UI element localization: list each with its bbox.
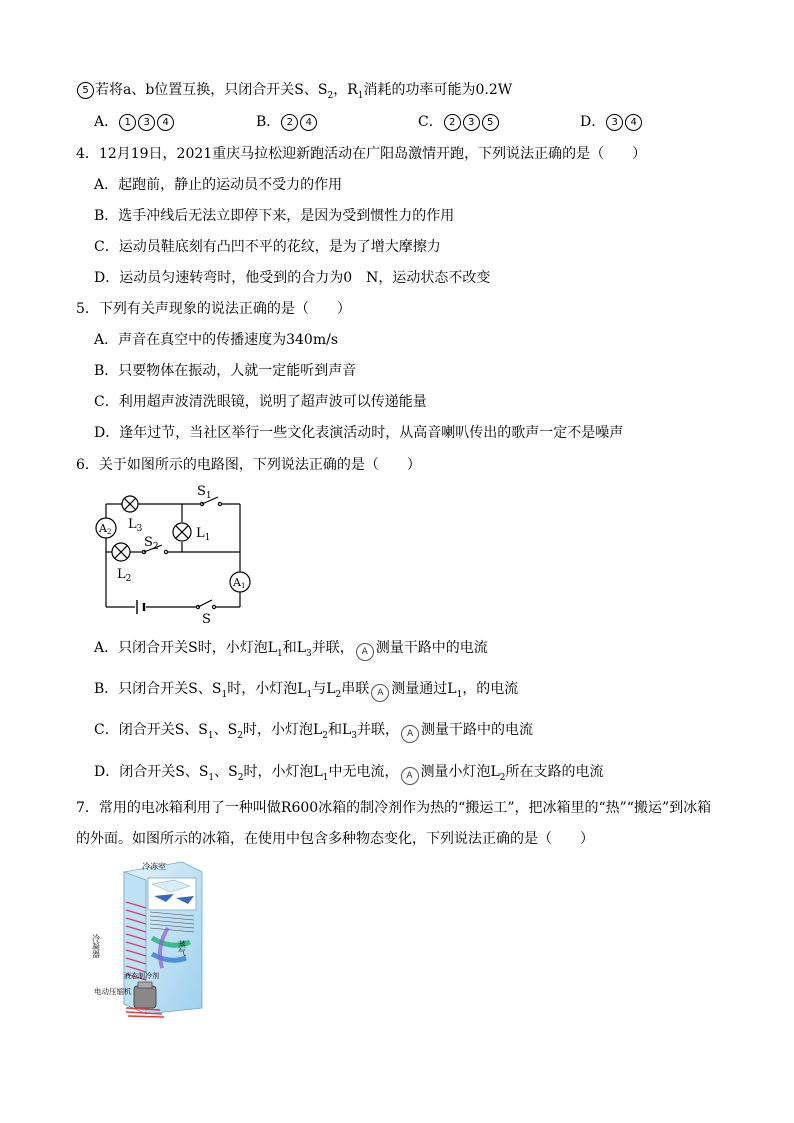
ammeter-icon: A <box>401 767 419 785</box>
q4-option-b[interactable]: B．选手冲线后无法立即停下来，是因为受到惯性力的作用 <box>94 208 455 224</box>
label-refrigerant: 液态制冷剂 <box>124 972 159 980</box>
q6-option-d[interactable]: D．闭合开关S、$S_1$、$S_2$时，小灯泡$L_1$中无电流， A 测量小灯泡$L_2$所在支路的电流 <box>94 762 604 788</box>
lamp-l1 <box>173 523 191 541</box>
label-l2: $L_2$ <box>117 567 132 584</box>
q5-option-c[interactable]: C．利用超声波清洗眼镜，说明了超声波可以传递能量 <box>94 394 427 410</box>
label-l1: $L_1$ <box>196 526 211 543</box>
q3-option-a[interactable]: A． 1 3 4 <box>94 112 175 132</box>
q4-option-a[interactable]: A．起跑前，静止的运动员不受力的作用 <box>94 177 343 193</box>
q5-option-b[interactable]: B．只要物体在振动，人就一定能听到声音 <box>94 363 357 379</box>
q6-option-a[interactable]: A．只闭合开关S时，小灯泡$L_1$和$L_3$并联， A 测量干路中的电流 <box>94 638 488 664</box>
q7-fridge-figure <box>90 858 240 1018</box>
q6-option-c[interactable]: C．闭合开关S、$S_1$、$S_2$时，小灯泡$L_2$和$L_3$并联， A 测量干路中的电流 <box>94 720 533 746</box>
ammeter-a1 <box>230 572 250 592</box>
q6-option-b[interactable]: B．只闭合开关S、$S_1$时，小灯泡$L_1$与$L_2$串联 A 测量通过$L_1$，的电流 <box>94 679 518 705</box>
q7-stem-line2: 的外面。如图所示的冰箱，在使用中包含多种物态变化，下列说法正确的是（ ） <box>76 831 594 847</box>
q5-stem: 5．下列有关声现象的说法正确的是（ ） <box>76 301 351 317</box>
switch-s <box>196 600 215 609</box>
q4-option-d[interactable]: D．运动员匀速转弯时，他受到的合力为0 N，运动状态不改变 <box>94 270 491 286</box>
label-s2: $S_2$ <box>144 535 159 552</box>
label-s: S <box>202 612 211 625</box>
q6-circuit-diagram <box>90 480 260 625</box>
circled-number: 5 <box>77 82 94 99</box>
label-condenser: 冷凝器 <box>91 934 101 958</box>
lamp-l2 <box>112 543 130 561</box>
ammeter-icon: A <box>356 643 374 661</box>
q5-option-a[interactable]: A．声音在真空中的传播速度为340m/s <box>94 332 339 348</box>
label-vapor: 蒸气 <box>177 940 187 956</box>
ammeter-icon: A <box>371 684 389 702</box>
q6-stem: 6．关于如图所示的电路图，下列说法正确的是（ ） <box>76 457 421 473</box>
svg-text:A2: A2 <box>99 522 112 536</box>
q7-stem-line1: 7．常用的电冰箱利用了一种叫做R600冰箱的制冷剂作为热的“搬运工”，把冰箱里的“热”“搬运”到冰箱 <box>76 800 712 816</box>
ammeter-a2 <box>96 518 116 538</box>
svg-text:A1: A1 <box>233 576 246 590</box>
battery <box>137 600 144 614</box>
q4-stem: 4．12月19日，2021重庆马拉松迎新跑活动在广阳岛激情开跑，下列说法正确的是（ ） <box>76 146 647 162</box>
lamp-l3 <box>122 496 138 512</box>
q5-option-d[interactable]: D．逢年过节，当社区举行一些文化表演活动时，从高音喇叭传出的歌声一定不是噪声 <box>94 425 624 441</box>
q3-option-b[interactable]: B． 2 4 <box>256 112 318 132</box>
label-freezer: 冷冻室 <box>142 862 166 871</box>
label-compressor: 电动压缩机 <box>94 987 132 996</box>
q3-option-c[interactable]: C． 2 3 5 <box>418 112 500 132</box>
q3-option-d[interactable]: D． 3 4 <box>580 112 643 132</box>
ammeter-icon: A <box>401 725 419 743</box>
statement-5: 5 若将a、b位置互换，只闭合开关S、$S_2$，$R_1$消耗的功率可能为0.2W <box>76 80 512 106</box>
q4-option-c[interactable]: C．运动员鞋底刻有凸凹不平的花纹，是为了增大摩擦力 <box>94 239 441 255</box>
label-l3: $L_3$ <box>128 517 143 534</box>
label-s1: $S_1$ <box>197 484 212 501</box>
